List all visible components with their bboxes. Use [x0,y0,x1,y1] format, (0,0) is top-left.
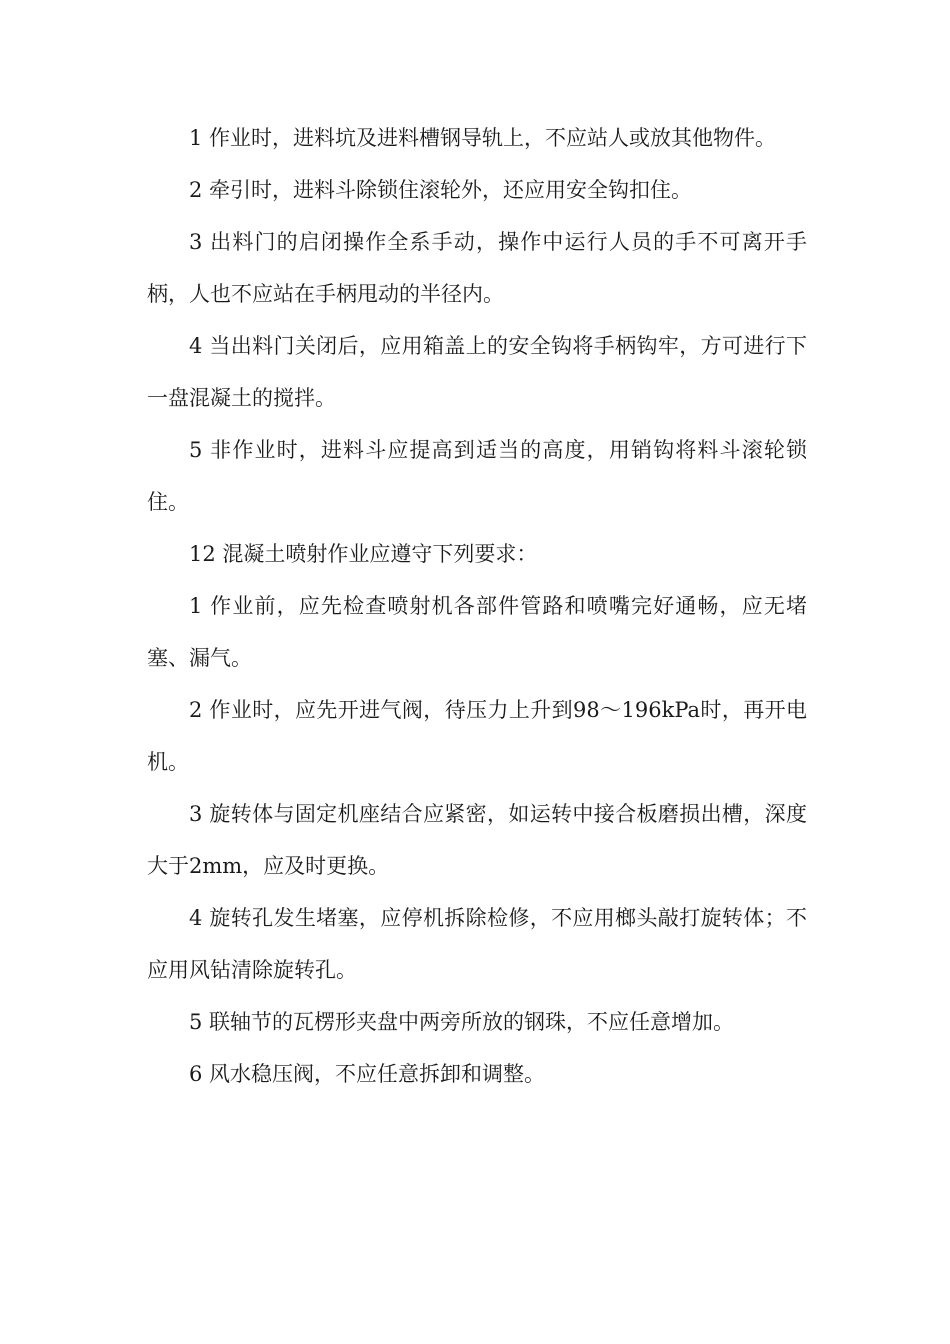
paragraph: 3 旋转体与固定机座结合应紧密，如运转中接合板磨损出槽，深度大于2mm，应及时更换。 [147,802,807,878]
section-heading: 12 混凝土喷射作业应遵守下列要求： [189,542,538,566]
paragraph: 4 旋转孔发生堵塞，应停机拆除检修，不应用榔头敲打旋转体；不应用风钻清除旋转孔。 [147,906,807,982]
paragraph: 2 作业时，应先开进气阀，待压力上升到98～196kPa时，再开电机。 [147,698,807,774]
document-body [147,112,807,1100]
paragraph: 4 当出料门关闭后，应用箱盖上的安全钩将手柄钩牢，方可进行下一盘混凝土的搅拌。 [147,334,807,410]
paragraph: 1 作业时，进料坑及进料槽钢导轨上，不应站人或放其他物件。 [189,126,777,150]
paragraph: 1 作业前，应先检查喷射机各部件管路和喷嘴完好通畅，应无堵塞、漏气。 [147,594,807,670]
paragraph: 6 风水稳压阀，不应任意拆卸和调整。 [189,1062,546,1086]
paragraph: 5 非作业时，进料斗应提高到适当的高度，用销钩将料斗滚轮锁住。 [147,438,807,514]
paragraph: 5 联轴节的瓦楞形夹盘中两旁所放的钢珠，不应任意增加。 [189,1010,735,1034]
paragraph: 2 牵引时，进料斗除锁住滚轮外，还应用安全钩扣住。 [189,178,693,202]
paragraph: 3 出料门的启闭操作全系手动，操作中运行人员的手不可离开手柄，人也不应站在手柄甩动的半径内。 [147,230,807,306]
